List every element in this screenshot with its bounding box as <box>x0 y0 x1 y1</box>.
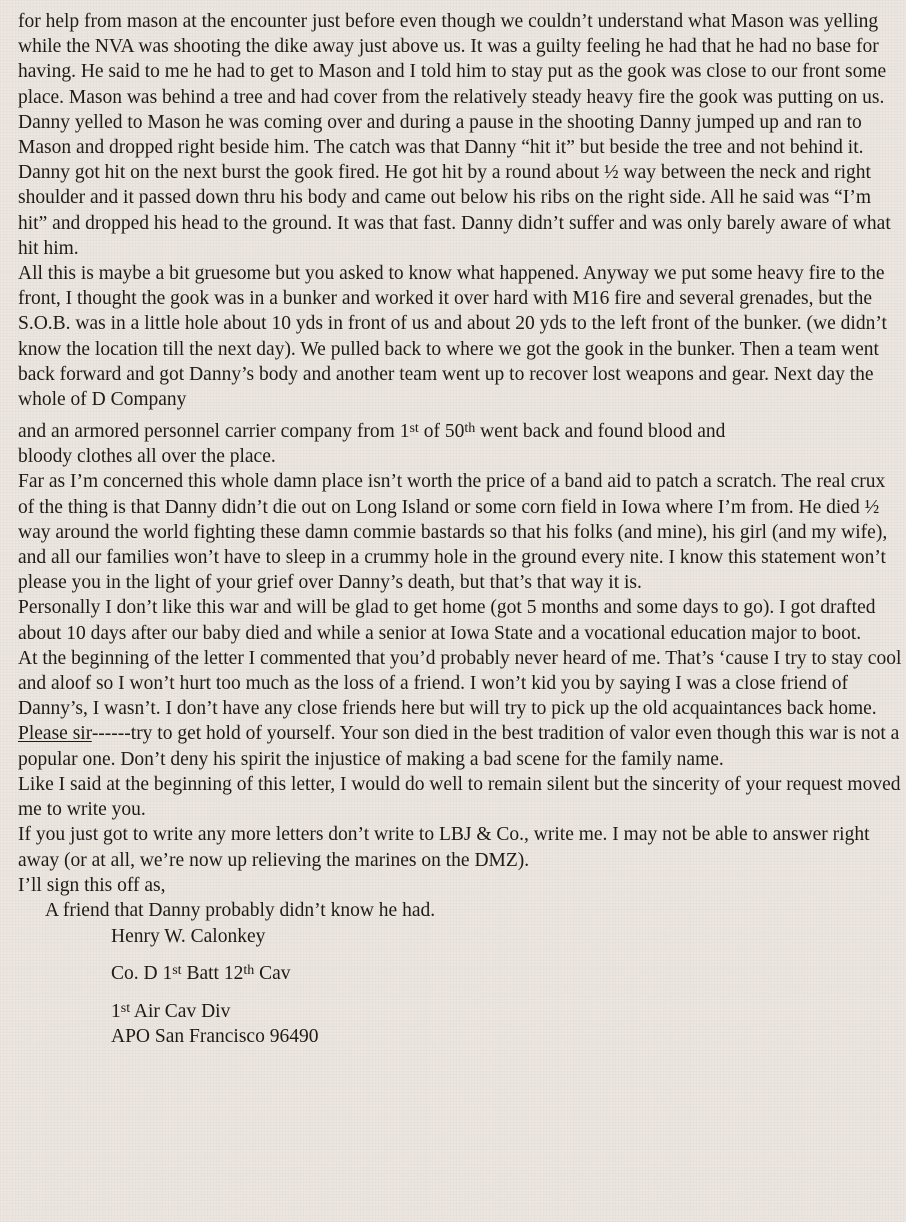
sign-off-line: I’ll sign this off as, <box>18 874 166 896</box>
paragraph-2 <box>18 261 906 469</box>
text-segment: of 50 <box>418 421 465 443</box>
text-segment: went back and found blood and <box>475 421 726 443</box>
signature-name: Henry W. Calonkey <box>111 926 266 948</box>
paragraph-8: If you just got to write any more letters don’t write to LBJ & Co., write me. I may not be able to answer right away (or at all, we’re now up relieving the marines on the DMZ). <box>18 824 870 871</box>
text-segment: ------try to get hold of yourself. Your son died in the best tradition of valor even though this war is not a popular one. Don’t deny his spirit the injustice of making a bad scene for the family name. <box>18 723 900 770</box>
signature-block <box>18 923 906 1050</box>
paragraph-2-end: bloody clothes all over the place. <box>18 446 276 468</box>
superscript: st <box>172 962 182 979</box>
superscript: st <box>120 1000 131 1017</box>
text-segment: and an armored personnel carrier company from 1 <box>18 421 410 443</box>
paragraph-3: Far as I’m concerned this whole damn place isn’t worth the price of a band aid to patch a scratch. The real crux of the thing is that Danny didn’t die out on Long Island or some corn field in Iowa where I’m from. He died ½ way around the world fighting these damn commie bastards so that his folks (and mine), his girl (and my wife), and all our families won’t have to sleep in a crummy hole in the ground every nite. I know this statement won’t please you in the light of your grief over Danny’s death, but that’s that way it is. <box>18 471 888 594</box>
signature-apo-address: APO San Francisco 96490 <box>111 1026 319 1048</box>
paragraph-4: Personally I don’t like this war and will be glad to get home (got 5 months and some days to go). I got drafted about 10 days after our baby died and while a senior at Iowa State and a vocational education major to boot. <box>18 597 876 644</box>
paragraph-2-text: All this is maybe a bit gruesome but you asked to know what happened. Anyway we put some heavy fire to the front, I thought the gook was in a bunker and worked it over hard with M16 fire and several grenades, but the S.O.B. was in a little hole about 10 yds in front of us and about 20 yds to the left front of the bunker. (we didn’t know the location till the next day). We pulled back to where we got the gook in the bunker. Then a team went back forward and got Danny’s body and another team went up to recover lost weapons and gear. Next day the whole of D Company <box>18 263 887 411</box>
paragraph-6 <box>18 721 904 771</box>
paragraph-5: At the beginning of the letter I commented that you’d probably never heard of me. That’s ‘cause I try to stay cool and aloof so I won’t hurt too much as the loss of a friend. I won’t kid you by saying I was a close friend of Danny’s, I wasn’t. I don’t have any close friends here but will try to pick up the old acquaintances back home. <box>18 647 902 720</box>
closing-line: A friend that Danny probably didn’t know he had. <box>45 899 436 921</box>
text-segment: Co. D 1 <box>111 963 173 985</box>
underlined-phrase: Please sir <box>18 723 92 745</box>
text-segment: 1 <box>111 1001 121 1023</box>
text-segment: Batt 12 <box>181 963 244 985</box>
paragraph-7: Like I said at the beginning of this letter, I would do well to remain silent but the sincerity of your request moved me to write you. <box>18 773 901 821</box>
superscript: st <box>409 420 419 437</box>
paragraph-1: for help from mason at the encounter just before even though we couldn’t understand what Mason was yelling while the NVA was shooting the dike away just above us. It was a guilty feeling he had that he had no base for having. He said to me he had to get to Mason and I told him to stay put as the gook was close to our front some place. Mason was behind a tree and had cover from the relatively steady heavy fire the gook was putting on us. Danny yelled to Mason he was coming over and during a pause in the shooting Danny jumped up and ran to Mason and dropped right beside him. The catch was that Danny “hit it” but beside the tree and not behind it. Danny got hit on the next burst the gook fired. He got hit by a round about ½ way between the neck and right shoulder and it passed down thru his body and came out below his ribs on the right side. All he said was “I’m hit” and dropped his head to the ground. It was that fast. Danny didn’t suffer and was only barely aware of what hit him. <box>18 11 891 259</box>
text-segment: Air Cav Div <box>130 1001 231 1023</box>
signature-unit <box>111 956 906 992</box>
superscript: th <box>464 420 476 437</box>
text-segment: Cav <box>254 963 291 985</box>
superscript: th <box>243 962 255 979</box>
